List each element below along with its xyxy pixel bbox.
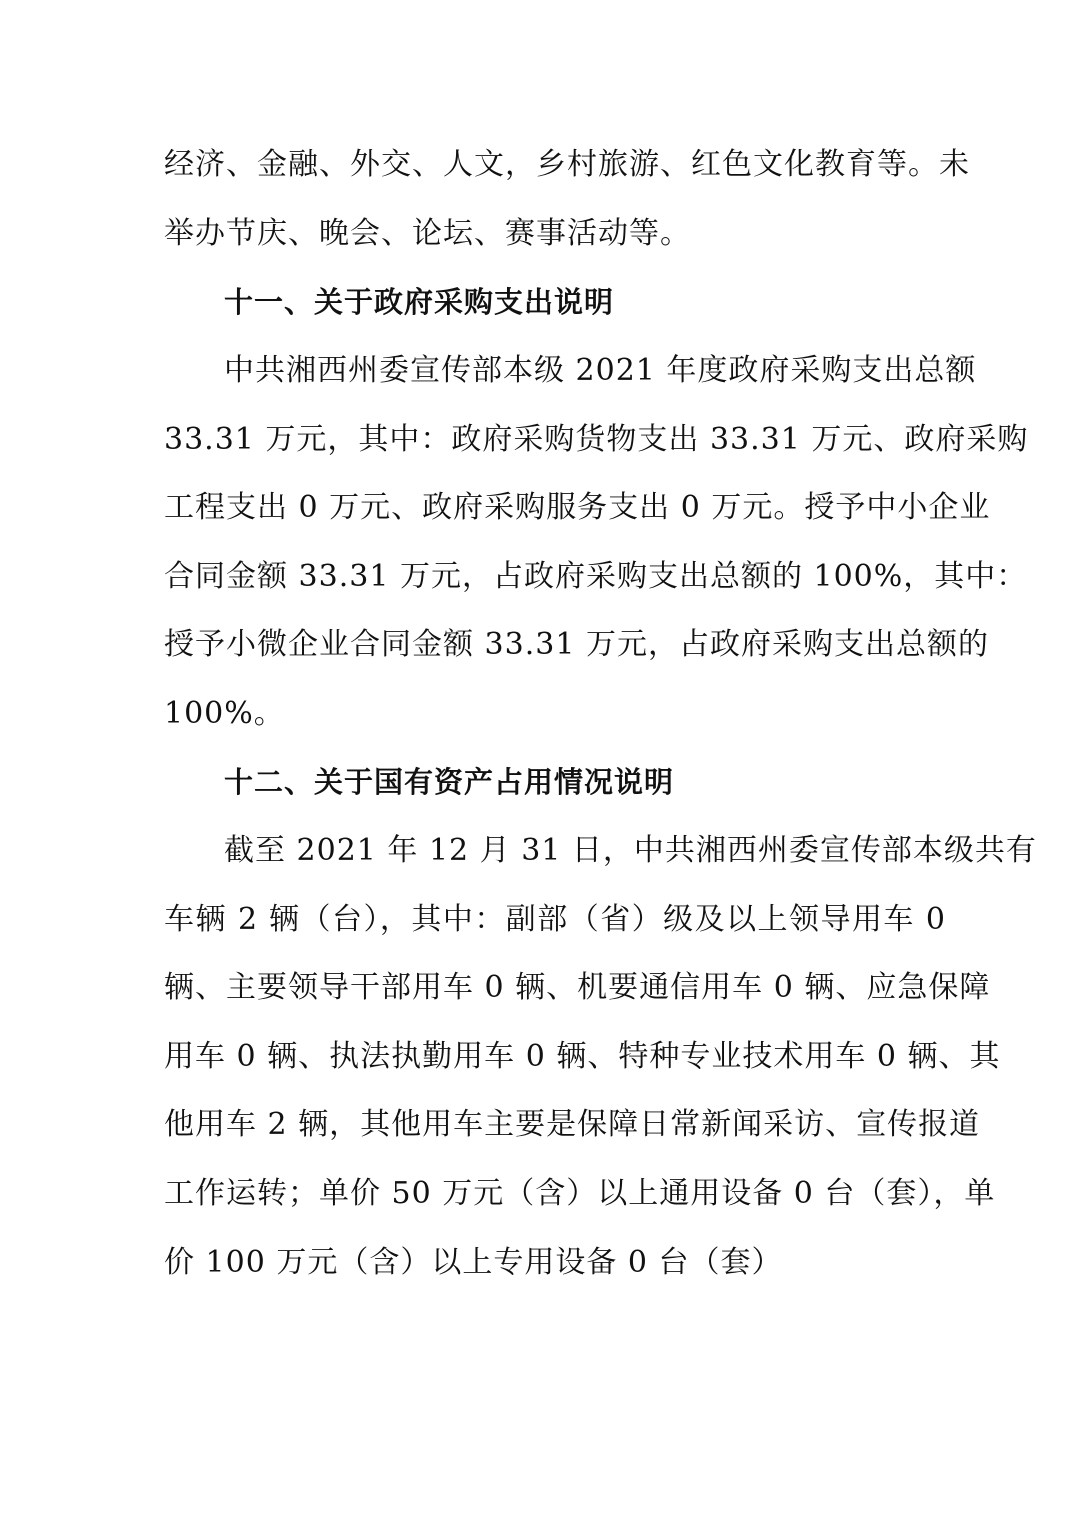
text-line: 33.31 万元，其中：政府采购货物支出 33.31 万元、政府采购 bbox=[164, 421, 1029, 457]
text-line: 辆、主要领导干部用车 0 辆、机要通信用车 0 辆、应急保障 bbox=[164, 970, 991, 1006]
paragraph-government-procurement bbox=[164, 337, 1029, 749]
paragraph-continuation bbox=[164, 131, 970, 268]
text-line: 价 100 万元（含）以上专用设备 0 台（套） bbox=[164, 1244, 783, 1280]
text-line: 经济、金融、外交、人文，乡村旅游、红色文化教育等。未 bbox=[164, 147, 970, 182]
text-line: 用车 0 辆、执法执勤用车 0 辆、特种专业技术用车 0 辆、其 bbox=[164, 1038, 1001, 1074]
text-line: 举办节庆、晚会、论坛、赛事活动等。 bbox=[164, 215, 691, 251]
text-line: 工程支出 0 万元、政府采购服务支出 0 万元。授予中小企业 bbox=[164, 490, 991, 526]
section-heading: 十二、关于国有资产占用情况说明 bbox=[224, 765, 675, 799]
text-line: 合同金额 33.31 万元，占政府采购支出总额的 100%，其中： bbox=[164, 558, 1028, 594]
text-line: 中共湘西州委宣传部本级 2021 年度政府采购支出总额 bbox=[224, 353, 977, 388]
text-line: 他用车 2 辆，其他用车主要是保障日常新闻采访、宣传报道 bbox=[164, 1107, 981, 1143]
section-heading-government-procurement bbox=[164, 268, 946, 337]
text-line: 车辆 2 辆（台），其中：副部（省）级及以上领导用车 0 bbox=[164, 901, 946, 937]
text-line: 100%。 bbox=[164, 695, 285, 731]
section-heading: 十一、关于政府采购支出说明 bbox=[224, 285, 615, 319]
text-line: 授予小微企业合同金额 33.31 万元，占政府采购支出总额的 bbox=[164, 627, 989, 663]
paragraph-state-assets bbox=[164, 817, 1037, 1297]
text-line: 工作运转；单价 50 万元（含）以上通用设备 0 台（套），单 bbox=[164, 1175, 996, 1211]
text-line: 截至 2021 年 12 月 31 日，中共湘西州委宣传部本级共有 bbox=[224, 833, 1037, 868]
section-heading-state-assets bbox=[164, 748, 946, 817]
